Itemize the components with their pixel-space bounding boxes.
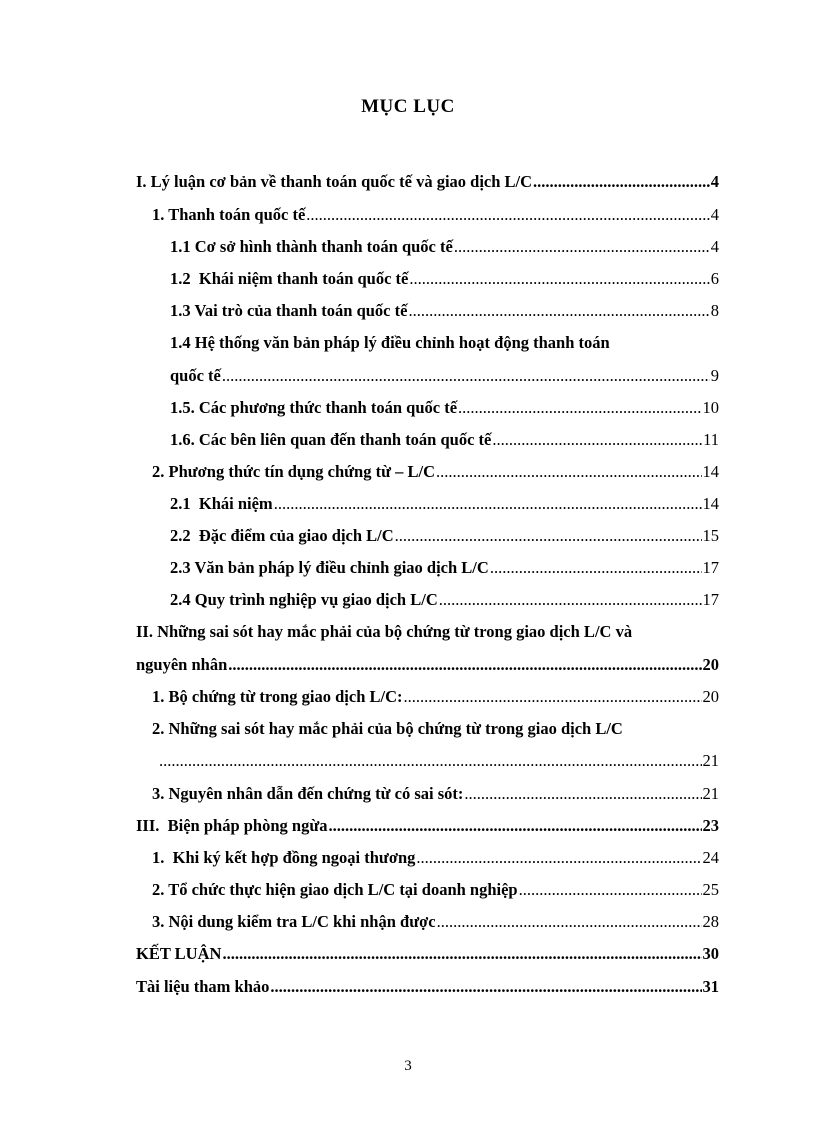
toc-entry-page: 8 — [710, 301, 719, 320]
toc-leader-dots — [222, 944, 701, 964]
toc-leader-dots — [437, 912, 702, 932]
toc-entry-page: 14 — [702, 494, 719, 513]
toc-entry[interactable] — [170, 398, 719, 418]
toc-leader-dots — [458, 398, 701, 418]
toc-entry-label[interactable]: 1.4 Hệ thống văn bản pháp lý điều chỉnh hoạt động thanh toán — [170, 333, 610, 352]
toc-entry-label: 1. Khi ký kết hợp đồng ngoại thương — [152, 848, 416, 867]
toc-entry[interactable] — [170, 494, 719, 514]
toc-entry-label: 3. Nguyên nhân dẫn đến chứng từ có sai sót: — [152, 784, 464, 803]
toc-entry-label: 1. Bộ chứng từ trong giao dịch L/C: — [152, 687, 403, 706]
toc-entry-label[interactable]: 2. Những sai sót hay mắc phải của bộ chứng từ trong giao dịch L/C — [152, 719, 623, 738]
toc-entry-page: 17 — [702, 590, 719, 609]
toc-entry[interactable] — [152, 687, 719, 707]
toc-entry-label: Tài liệu tham khảo — [136, 977, 270, 996]
toc-leader-dots — [490, 558, 702, 578]
toc-title: MỤC LỤC — [361, 96, 455, 117]
toc-entry-label: 2. Phương thức tín dụng chứng từ – L/C — [152, 462, 436, 481]
toc-entry[interactable] — [170, 558, 719, 578]
toc-leader-dots — [395, 526, 702, 546]
toc-leader-dots — [159, 751, 702, 771]
toc-entry-label: 2.1 Khái niệm — [170, 494, 273, 513]
toc-entry-label: 1.6. Các bên liên quan đến thanh toán quốc tế — [170, 430, 492, 449]
toc-leader-dots — [306, 205, 709, 225]
toc-entry[interactable] — [152, 784, 719, 804]
toc-leader-dots — [222, 366, 710, 386]
toc-entry-label: 2.3 Văn bản pháp lý điều chỉnh giao dịch L/C — [170, 558, 489, 577]
toc-leader-dots — [228, 655, 701, 675]
toc-entry[interactable] — [170, 430, 719, 450]
toc-entry-page: 20 — [702, 687, 719, 706]
toc-entry-label: 1.3 Vai trò của thanh toán quốc tế — [170, 301, 408, 320]
toc-entry-label: III. Biện pháp phòng ngừa — [136, 816, 328, 835]
toc-entry[interactable] — [170, 526, 719, 546]
toc-leader-dots — [519, 880, 702, 900]
toc-entry-page: 23 — [702, 816, 719, 835]
toc-entry[interactable] — [152, 880, 719, 900]
toc-entry-page: 28 — [702, 912, 719, 931]
toc-entry-label: nguyên nhân — [136, 655, 228, 674]
toc-entry-page: 31 — [702, 977, 719, 996]
toc-entry-label: 3. Nội dung kiểm tra L/C khi nhận được — [152, 912, 436, 931]
toc-entry[interactable] — [158, 751, 719, 771]
toc-leader-dots — [454, 237, 710, 257]
toc-entry-label: 1. Thanh toán quốc tế — [152, 205, 306, 224]
toc-leader-dots — [436, 462, 701, 482]
toc-entry-page: 4 — [710, 205, 719, 224]
toc-entry[interactable] — [136, 977, 719, 997]
toc-entry-page: 14 — [702, 462, 719, 481]
toc-entry-page: 30 — [702, 944, 719, 963]
toc-entry-label: 1.1 Cơ sở hình thành thanh toán quốc tế — [170, 237, 453, 256]
toc-leader-dots — [329, 816, 702, 836]
toc-entry-label: quốc tế — [170, 366, 221, 385]
toc-entry[interactable] — [170, 301, 719, 321]
toc-entry[interactable] — [152, 848, 719, 868]
toc-leader-dots — [492, 430, 702, 450]
toc-leader-dots — [270, 977, 701, 997]
toc-entry-page: 17 — [702, 558, 719, 577]
toc-entry[interactable] — [136, 172, 719, 192]
toc-entry-page: 25 — [702, 880, 719, 899]
toc-entry-label: KẾT LUẬN — [136, 944, 222, 963]
toc-entry[interactable] — [170, 237, 719, 257]
toc-entry-page: 4 — [710, 172, 719, 191]
toc-entry-label: I. Lý luận cơ bản về thanh toán quốc tế và giao dịch L/C — [136, 172, 533, 191]
toc-leader-dots — [464, 784, 701, 804]
toc-leader-dots — [409, 269, 709, 289]
toc-entry[interactable] — [152, 462, 719, 482]
toc-entry[interactable] — [152, 912, 719, 932]
toc-entry[interactable] — [170, 269, 719, 289]
toc-leader-dots — [439, 590, 702, 610]
toc-entry-page: 10 — [702, 398, 719, 417]
toc-entry[interactable] — [136, 816, 719, 836]
toc-entry[interactable] — [170, 590, 719, 610]
toc-entry[interactable] — [136, 944, 719, 964]
toc-entry[interactable] — [152, 205, 719, 225]
toc-leader-dots — [274, 494, 702, 514]
toc-entry-page: 11 — [703, 430, 719, 449]
toc-entry-page: 15 — [702, 526, 719, 545]
toc-entry-page: 4 — [710, 237, 719, 256]
toc-entry-label: 2.4 Quy trình nghiệp vụ giao dịch L/C — [170, 590, 438, 609]
toc-entry[interactable] — [136, 655, 719, 675]
toc-leader-dots — [533, 172, 710, 192]
toc-leader-dots — [404, 687, 702, 707]
toc-entry-page: 9 — [710, 366, 719, 385]
toc-entry-label: 1.2 Khái niệm thanh toán quốc tế — [170, 269, 409, 288]
toc-entry-page: 20 — [702, 655, 719, 674]
toc-entry-page: 24 — [702, 848, 719, 867]
toc-entry-page: 21 — [702, 784, 719, 803]
page-number: 3 — [404, 1058, 412, 1074]
toc-leader-dots — [416, 848, 701, 868]
toc-entry-label: 2.2 Đặc điểm của giao dịch L/C — [170, 526, 394, 545]
toc-entry-label: 2. Tổ chức thực hiện giao dịch L/C tại doanh nghiệp — [152, 880, 518, 899]
toc-entry-label: 1.5. Các phương thức thanh toán quốc tế — [170, 398, 458, 417]
toc-entry[interactable] — [170, 366, 719, 386]
toc-entry-label[interactable]: II. Những sai sót hay mắc phải của bộ chứng từ trong giao dịch L/C và — [136, 622, 633, 641]
toc-entry-page: 21 — [702, 751, 719, 770]
toc-entry-page: 6 — [710, 269, 719, 288]
toc-leader-dots — [408, 301, 709, 321]
